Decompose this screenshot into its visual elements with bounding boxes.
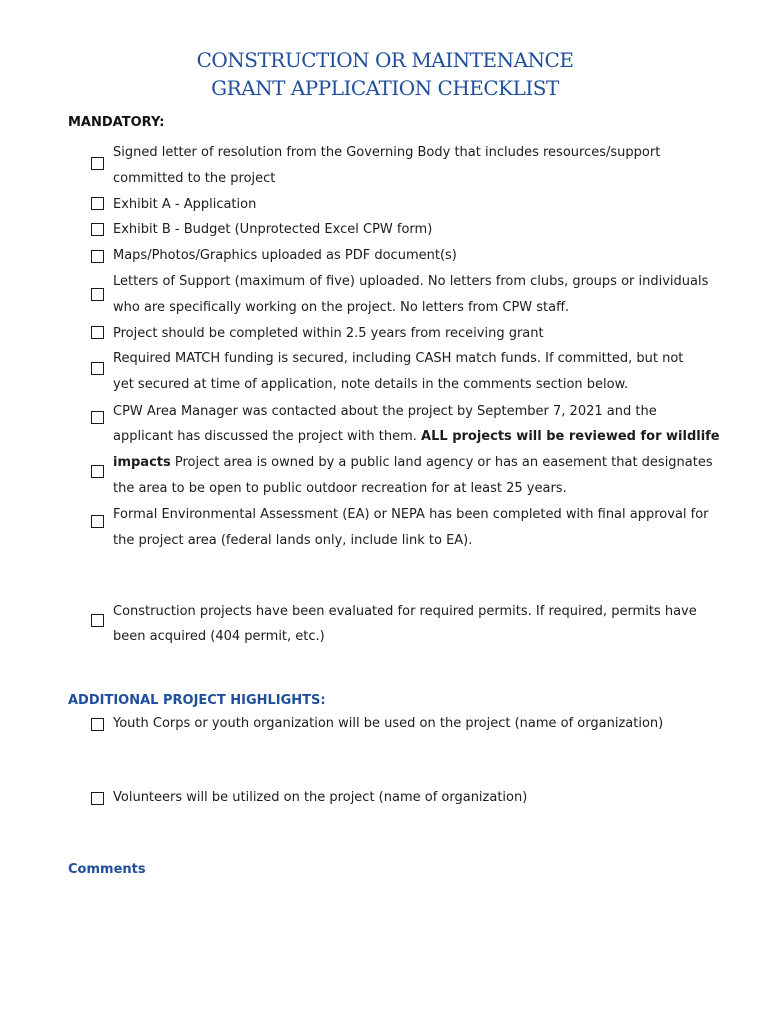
item-text-part: applicant has discussed the project with them. xyxy=(113,429,422,444)
checkbox-area-manager[interactable] xyxy=(91,411,104,424)
title-line-2: GRANT APPLICATION CHECKLIST xyxy=(211,76,559,100)
item-text: Maps/Photos/Graphics uploaded as PDF document(s) xyxy=(113,248,457,263)
checkbox-completion-timeline[interactable] xyxy=(91,326,104,339)
item-text: Signed letter of resolution from the Governing Body that includes resources/support xyxy=(113,145,661,160)
checkbox-match-funding[interactable] xyxy=(91,362,104,375)
item-text: who are specifically working on the project. No letters from CPW staff. xyxy=(113,300,570,315)
item-text-bold: ALL projects will be reviewed for wildlife xyxy=(421,429,720,444)
item-text: Youth Corps or youth organization will be used on the project (name of organization) xyxy=(113,716,664,731)
title-line-1: CONSTRUCTION OR MAINTENANCE xyxy=(196,48,574,72)
item-text: Volunteers will be utilized on the project (name of organization) xyxy=(113,790,528,805)
item-text: Formal Environmental Assessment (EA) or NEPA has been completed with final approval for xyxy=(113,507,709,522)
checkbox-exhibit-b[interactable] xyxy=(91,223,104,236)
checkbox-exhibit-a[interactable] xyxy=(91,197,104,210)
checkbox-environmental-assessment[interactable] xyxy=(91,515,104,528)
checkbox-public-land[interactable] xyxy=(91,465,104,478)
item-text: yet secured at time of application, note details in the comments section below. xyxy=(113,377,629,392)
item-text xyxy=(113,455,713,470)
checkbox-youth-corps[interactable] xyxy=(91,718,104,731)
item-text: the area to be open to public outdoor recreation for at least 25 years. xyxy=(113,481,567,496)
additional-highlights-heading: ADDITIONAL PROJECT HIGHLIGHTS: xyxy=(68,693,326,708)
checkbox-permits[interactable] xyxy=(91,614,104,627)
item-text: committed to the project xyxy=(113,171,276,186)
checkbox-resolution-letter[interactable] xyxy=(91,157,104,170)
checkbox-maps-photos[interactable] xyxy=(91,250,104,263)
item-text: Required MATCH funding is secured, including CASH match funds. If committed, but not xyxy=(113,351,684,366)
item-text: Exhibit A - Application xyxy=(113,197,257,212)
checkbox-volunteers[interactable] xyxy=(91,792,104,805)
item-text xyxy=(113,429,720,444)
item-text-part: Project area is owned by a public land agency or has an easement that designates xyxy=(170,455,713,470)
comments-heading: Comments xyxy=(68,862,146,877)
item-text: the project area (federal lands only, include link to EA). xyxy=(113,533,473,548)
item-text-bold: impacts xyxy=(113,455,171,470)
item-text: Letters of Support (maximum of five) uploaded. No letters from clubs, groups or individuals xyxy=(113,274,709,289)
item-text: been acquired (404 permit, etc.) xyxy=(113,629,325,644)
item-text: Construction projects have been evaluated for required permits. If required, permits have xyxy=(113,604,697,619)
item-text: Project should be completed within 2.5 years from receiving grant xyxy=(113,326,544,341)
checkbox-letters-of-support[interactable] xyxy=(91,288,104,301)
item-text: CPW Area Manager was contacted about the project by September 7, 2021 and the xyxy=(113,404,657,419)
mandatory-heading: MANDATORY: xyxy=(68,115,165,130)
item-text: Exhibit B - Budget (Unprotected Excel CPW form) xyxy=(113,222,433,237)
